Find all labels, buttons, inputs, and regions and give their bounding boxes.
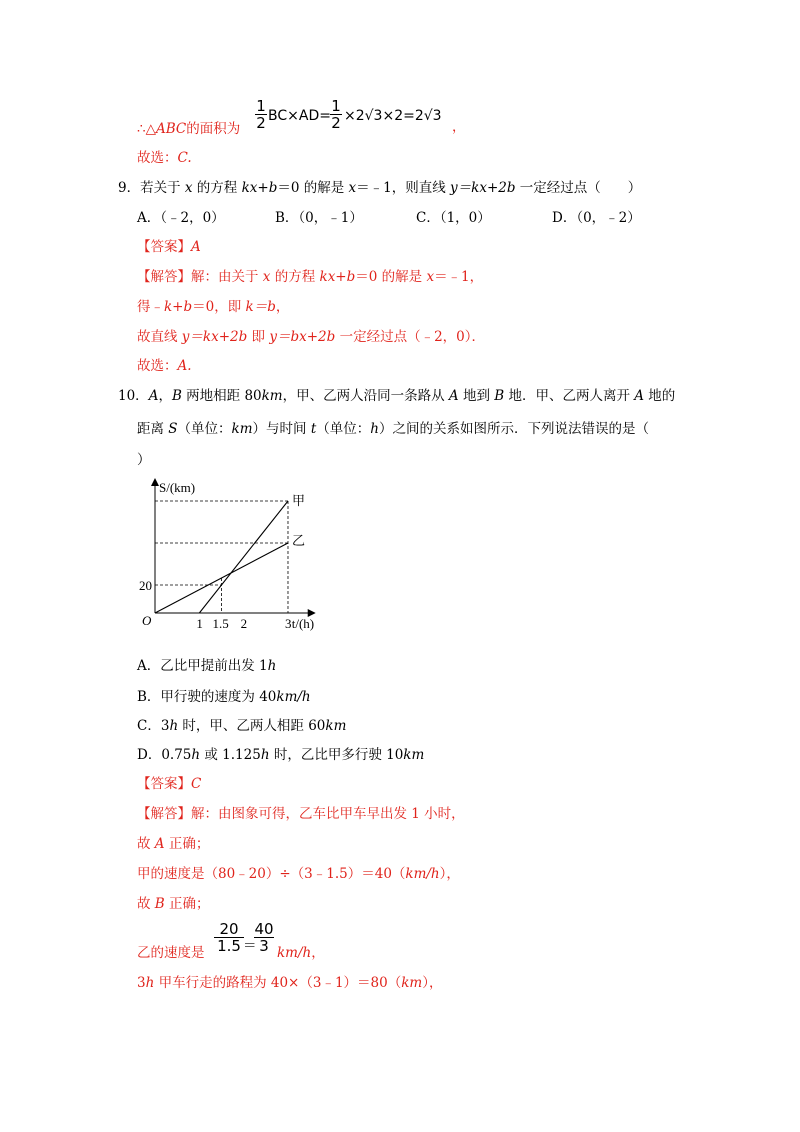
q10-solution-1: 【解答】解：由图象可得，乙车比甲车早出发 1 小时， xyxy=(137,806,465,822)
q9-solution-2: 得﹣k+b＝0，即 k＝b， xyxy=(137,299,290,315)
q10-stem-3: ） xyxy=(137,452,151,468)
q10-option-c[interactable]: C．3h 时，甲、乙两人相距 60km xyxy=(137,718,347,734)
q8-choose: 故选：C. xyxy=(137,150,192,166)
q10-solution-2: 故 A 正确； xyxy=(137,836,210,852)
x-tick-2: 2 xyxy=(240,616,248,631)
q10-stem-2: 距离 S（单位：km）与时间 t（单位：h）之间的关系如图所示．下列说法错误的是（ xyxy=(137,421,649,437)
q10-answer: 【答案】C xyxy=(137,776,202,792)
x-tick-1: 1 xyxy=(196,616,203,631)
series-yi-label: 乙 xyxy=(291,533,306,548)
series-jia-line xyxy=(199,501,288,613)
series-jia-label: 甲 xyxy=(291,493,306,508)
speed-fraction-1: 20 1.5 xyxy=(214,921,244,954)
q10-solution-3: 甲的速度是（80﹣20）÷（3﹣1.5）＝40（km/h）， xyxy=(137,866,460,882)
q10-solution-4: 故 B 正确； xyxy=(137,896,210,912)
q9-solution-1: 【解答】解：由关于 x 的方程 kx+b＝0 的解是 x＝﹣1， xyxy=(137,269,484,285)
x-tick-1.5: 1.5 xyxy=(212,616,229,631)
q9-option-c[interactable]: C．（1，0） xyxy=(416,210,491,226)
q9-option-b[interactable]: B．（0，﹣1） xyxy=(275,210,363,226)
series-yi-line xyxy=(155,543,288,613)
q9-choose: 故选：A. xyxy=(137,358,192,374)
y-tick-20: 20 xyxy=(139,578,152,593)
y-axis-label: S/(km) xyxy=(159,480,196,495)
q9-stem: 9．若关于 x 的方程 kx+b＝0 的解是 x＝﹣1，则直线 y＝kx+2b 一定经过点（ ） xyxy=(118,180,642,196)
origin-label: O xyxy=(142,613,152,628)
distance-time-chart xyxy=(130,470,340,635)
x-axis-label: t/(h) xyxy=(291,616,315,631)
q10-solution-6: 3h 甲车行走的路程为 40×（3﹣1）＝80（km）， xyxy=(137,975,443,991)
q10-option-a[interactable]: A．乙比甲提前出发 1h xyxy=(137,658,277,674)
q10-option-b[interactable]: B．甲行驶的速度为 40km/h xyxy=(137,689,311,705)
formula-rest: ×2√3×2=2√3 xyxy=(344,108,442,124)
area-statement: ∴△ABC的面积为 xyxy=(137,121,241,137)
q10-option-d[interactable]: D．0.75h 或 1.125h 时，乙比甲多行驶 10km xyxy=(137,747,425,763)
area-end: ， xyxy=(452,119,466,135)
q9-answer: 【答案】A xyxy=(137,239,201,255)
speed-fraction-2: 40 3 xyxy=(254,920,274,955)
q10-stem-1: 10．A，B 两地相距 80km，甲、乙两人沿同一条路从 A 地到 B 地．甲、乙两人离开 A 地的 xyxy=(118,388,676,404)
q9-solution-3: 故直线 y＝kx+2b 即 y＝bx+2b 一定经过点（﹣2，0）． xyxy=(137,329,486,345)
q9-option-d[interactable]: D．（0，﹣2） xyxy=(552,210,641,226)
q9-option-a[interactable]: A．（﹣2，0） xyxy=(137,210,225,226)
x-tick-3: 3 xyxy=(284,616,292,631)
formula-expr: BC×AD= xyxy=(268,108,331,124)
formula-frac-2: 1 2 xyxy=(331,97,341,132)
formula-frac-1: 1 2 xyxy=(256,97,266,132)
